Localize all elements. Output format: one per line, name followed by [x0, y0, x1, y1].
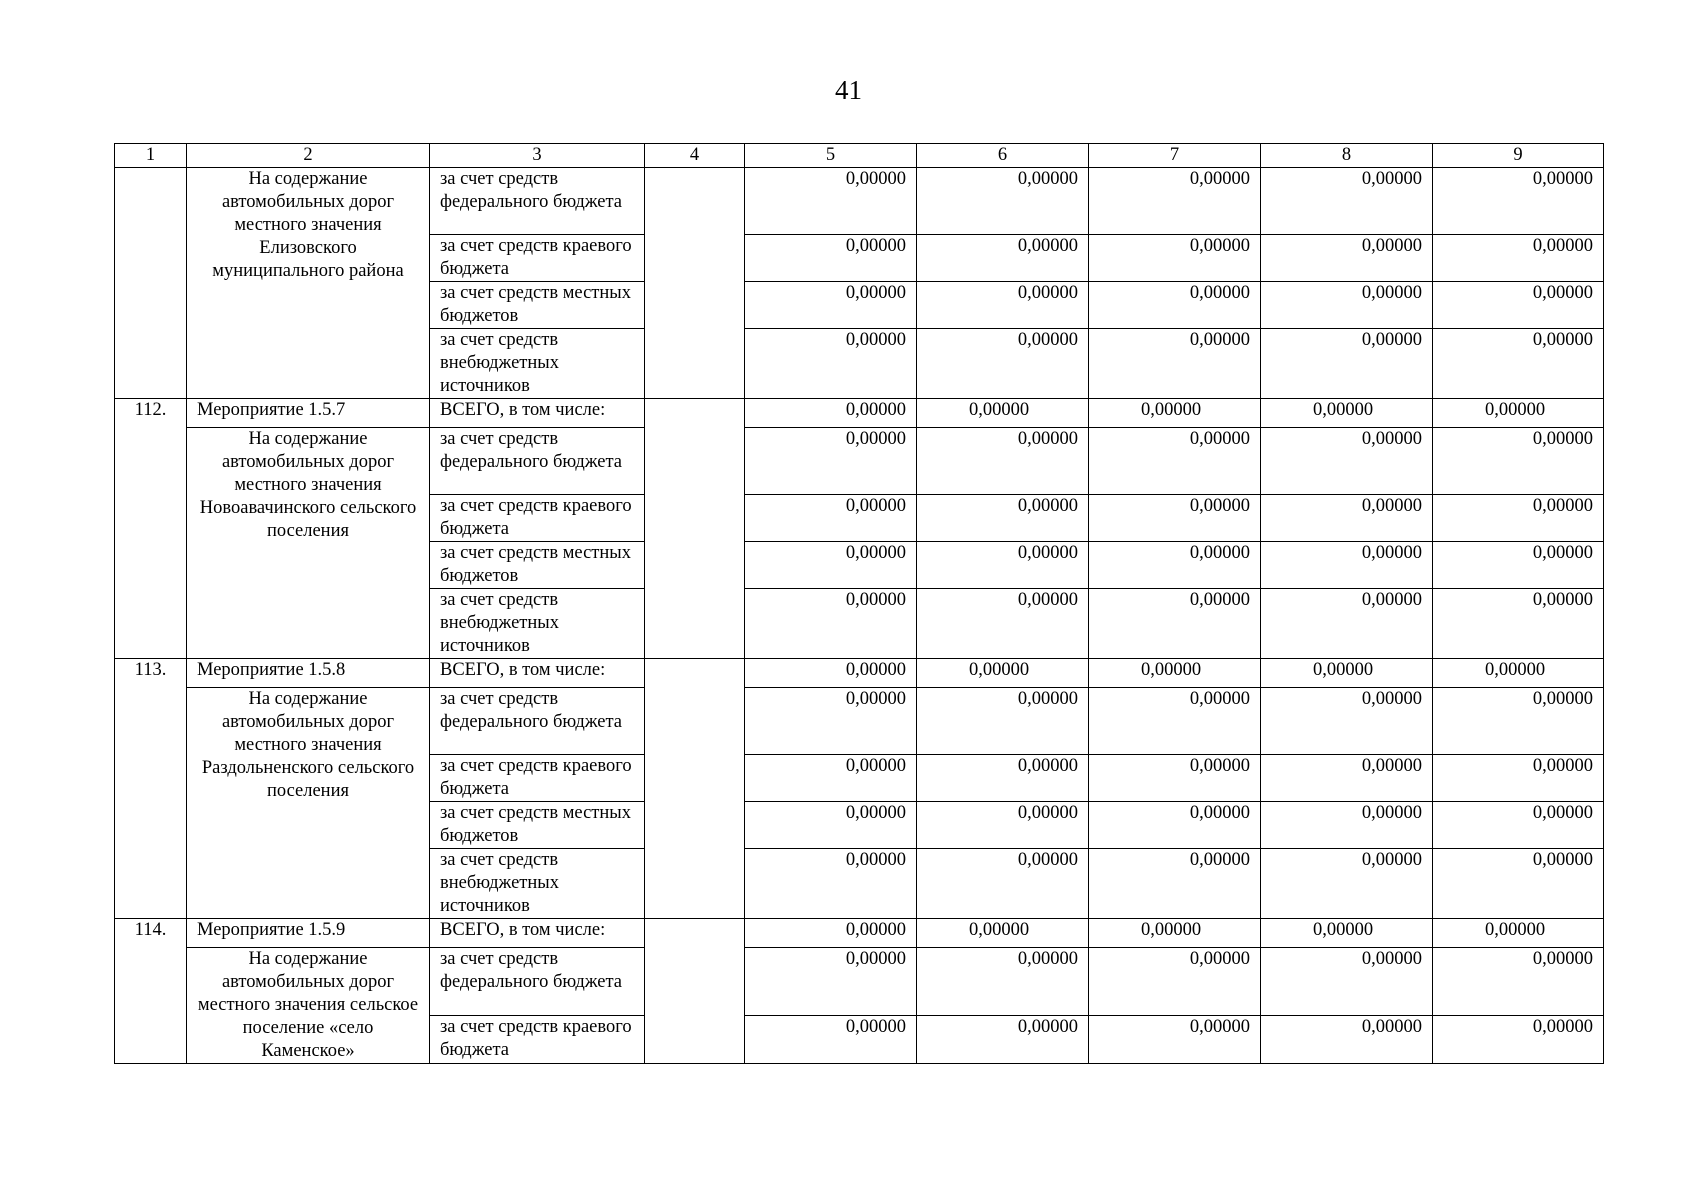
- value-cell: 0,00000: [1433, 755, 1604, 802]
- total-value-cell: 0,00000: [1089, 659, 1261, 688]
- funding-source: за счет средств внебюджетных источников: [430, 849, 645, 919]
- source-row: [115, 168, 1604, 235]
- measure-description: На содержание автомобильных дорог местного значения Раздольненского сельского поселения: [187, 688, 430, 919]
- total-label: ВСЕГО, в том числе:: [430, 659, 645, 688]
- funding-source: за счет средств краевого бюджета: [430, 235, 645, 282]
- value-cell: 0,00000: [1433, 282, 1604, 329]
- total-value-cell: 0,00000: [1433, 399, 1604, 428]
- value-cell: 0,00000: [1433, 589, 1604, 659]
- value-cell: 0,00000: [745, 948, 917, 1016]
- funding-source: за счет средств федерального бюджета: [430, 168, 645, 235]
- funding-source: за счет средств местных бюджетов: [430, 282, 645, 329]
- value-cell: 0,00000: [917, 329, 1089, 399]
- column-header: 2: [187, 144, 430, 168]
- value-cell: 0,00000: [1261, 1016, 1433, 1064]
- measure-title: Мероприятие 1.5.7: [187, 399, 430, 428]
- total-value-cell: 0,00000: [745, 659, 917, 688]
- column-header: 3: [430, 144, 645, 168]
- total-value-cell: 0,00000: [1089, 919, 1261, 948]
- col4-cell: [645, 168, 745, 399]
- source-row: [115, 688, 1604, 755]
- measure-title: Мероприятие 1.5.9: [187, 919, 430, 948]
- value-cell: 0,00000: [1089, 168, 1261, 235]
- column-header: 8: [1261, 144, 1433, 168]
- value-cell: 0,00000: [745, 849, 917, 919]
- value-cell: 0,00000: [745, 755, 917, 802]
- funding-source: за счет средств внебюджетных источников: [430, 329, 645, 399]
- value-cell: 0,00000: [917, 688, 1089, 755]
- total-label: ВСЕГО, в том числе:: [430, 919, 645, 948]
- value-cell: 0,00000: [1089, 849, 1261, 919]
- value-cell: 0,00000: [1089, 948, 1261, 1016]
- value-cell: 0,00000: [1089, 1016, 1261, 1064]
- measure-total-row: [115, 659, 1604, 688]
- total-value-cell: 0,00000: [917, 399, 1089, 428]
- page-number: 41: [835, 75, 862, 105]
- value-cell: 0,00000: [1261, 948, 1433, 1016]
- value-cell: 0,00000: [745, 1016, 917, 1064]
- value-cell: 0,00000: [917, 948, 1089, 1016]
- budget-table: [114, 143, 1604, 1064]
- column-header: 6: [917, 144, 1089, 168]
- funding-source: за счет средств федерального бюджета: [430, 428, 645, 495]
- measure-description: На содержание автомобильных дорог местного значения Новоавачинского сельского поселения: [187, 428, 430, 659]
- value-cell: 0,00000: [1261, 688, 1433, 755]
- value-cell: 0,00000: [1261, 755, 1433, 802]
- row-number-cell: [115, 168, 187, 399]
- value-cell: 0,00000: [917, 495, 1089, 542]
- funding-source: за счет средств местных бюджетов: [430, 542, 645, 589]
- value-cell: 0,00000: [1261, 235, 1433, 282]
- value-cell: 0,00000: [745, 542, 917, 589]
- value-cell: 0,00000: [745, 495, 917, 542]
- value-cell: 0,00000: [745, 428, 917, 495]
- total-value-cell: 0,00000: [1261, 919, 1433, 948]
- measure-number: 113.: [115, 659, 187, 919]
- measure-number: 112.: [115, 399, 187, 659]
- value-cell: 0,00000: [1433, 235, 1604, 282]
- value-cell: 0,00000: [1261, 849, 1433, 919]
- value-cell: 0,00000: [1433, 329, 1604, 399]
- total-value-cell: 0,00000: [1261, 399, 1433, 428]
- col4-cell: [645, 399, 745, 659]
- total-value-cell: 0,00000: [917, 659, 1089, 688]
- value-cell: 0,00000: [1433, 802, 1604, 849]
- value-cell: 0,00000: [917, 1016, 1089, 1064]
- value-cell: 0,00000: [1261, 495, 1433, 542]
- value-cell: 0,00000: [1433, 495, 1604, 542]
- value-cell: 0,00000: [1261, 542, 1433, 589]
- value-cell: 0,00000: [1089, 802, 1261, 849]
- value-cell: 0,00000: [917, 849, 1089, 919]
- column-header-row: [115, 144, 1604, 168]
- measure-total-row: [115, 399, 1604, 428]
- value-cell: 0,00000: [1089, 329, 1261, 399]
- value-cell: 0,00000: [745, 802, 917, 849]
- value-cell: 0,00000: [1261, 329, 1433, 399]
- value-cell: 0,00000: [1089, 542, 1261, 589]
- total-value-cell: 0,00000: [917, 919, 1089, 948]
- funding-source: за счет средств федерального бюджета: [430, 948, 645, 1016]
- value-cell: 0,00000: [1261, 282, 1433, 329]
- total-value-cell: 0,00000: [1433, 659, 1604, 688]
- value-cell: 0,00000: [745, 168, 917, 235]
- funding-source: за счет средств краевого бюджета: [430, 755, 645, 802]
- col4-cell: [645, 659, 745, 919]
- value-cell: 0,00000: [917, 542, 1089, 589]
- value-cell: 0,00000: [1089, 688, 1261, 755]
- funding-source: за счет средств местных бюджетов: [430, 802, 645, 849]
- total-value-cell: 0,00000: [745, 919, 917, 948]
- value-cell: 0,00000: [1433, 428, 1604, 495]
- column-header: 1: [115, 144, 187, 168]
- measure-total-row: [115, 919, 1604, 948]
- value-cell: 0,00000: [1089, 589, 1261, 659]
- value-cell: 0,00000: [917, 282, 1089, 329]
- funding-source: за счет средств внебюджетных источников: [430, 589, 645, 659]
- funding-source: за счет средств федерального бюджета: [430, 688, 645, 755]
- source-row: [115, 428, 1604, 495]
- value-cell: 0,00000: [1433, 542, 1604, 589]
- column-header: 5: [745, 144, 917, 168]
- measure-description: На содержание автомобильных дорог местного значения сельское поселение «село Каменское»: [187, 948, 430, 1064]
- value-cell: 0,00000: [1089, 235, 1261, 282]
- value-cell: 0,00000: [1089, 282, 1261, 329]
- value-cell: 0,00000: [1261, 428, 1433, 495]
- value-cell: 0,00000: [745, 688, 917, 755]
- value-cell: 0,00000: [745, 235, 917, 282]
- value-cell: 0,00000: [917, 168, 1089, 235]
- value-cell: 0,00000: [745, 282, 917, 329]
- funding-source: за счет средств краевого бюджета: [430, 1016, 645, 1064]
- value-cell: 0,00000: [1433, 168, 1604, 235]
- total-value-cell: 0,00000: [1433, 919, 1604, 948]
- value-cell: 0,00000: [1089, 495, 1261, 542]
- value-cell: 0,00000: [745, 329, 917, 399]
- column-header: 9: [1433, 144, 1604, 168]
- value-cell: 0,00000: [1089, 755, 1261, 802]
- measure-description: На содержание автомобильных дорог местного значения Елизовского муниципального района: [187, 168, 430, 399]
- value-cell: 0,00000: [1433, 948, 1604, 1016]
- total-value-cell: 0,00000: [1261, 659, 1433, 688]
- value-cell: 0,00000: [1089, 428, 1261, 495]
- value-cell: 0,00000: [917, 589, 1089, 659]
- value-cell: 0,00000: [917, 428, 1089, 495]
- total-value-cell: 0,00000: [745, 399, 917, 428]
- value-cell: 0,00000: [1261, 168, 1433, 235]
- funding-source: за счет средств краевого бюджета: [430, 495, 645, 542]
- value-cell: 0,00000: [917, 802, 1089, 849]
- value-cell: 0,00000: [1261, 589, 1433, 659]
- value-cell: 0,00000: [917, 755, 1089, 802]
- measure-title: Мероприятие 1.5.8: [187, 659, 430, 688]
- value-cell: 0,00000: [1433, 688, 1604, 755]
- measure-number: 114.: [115, 919, 187, 1064]
- value-cell: 0,00000: [1261, 802, 1433, 849]
- value-cell: 0,00000: [1433, 1016, 1604, 1064]
- total-label: ВСЕГО, в том числе:: [430, 399, 645, 428]
- total-value-cell: 0,00000: [1089, 399, 1261, 428]
- col4-cell: [645, 919, 745, 1064]
- column-header: 7: [1089, 144, 1261, 168]
- source-row: [115, 948, 1604, 1016]
- value-cell: 0,00000: [917, 235, 1089, 282]
- value-cell: 0,00000: [745, 589, 917, 659]
- value-cell: 0,00000: [1433, 849, 1604, 919]
- column-header: 4: [645, 144, 745, 168]
